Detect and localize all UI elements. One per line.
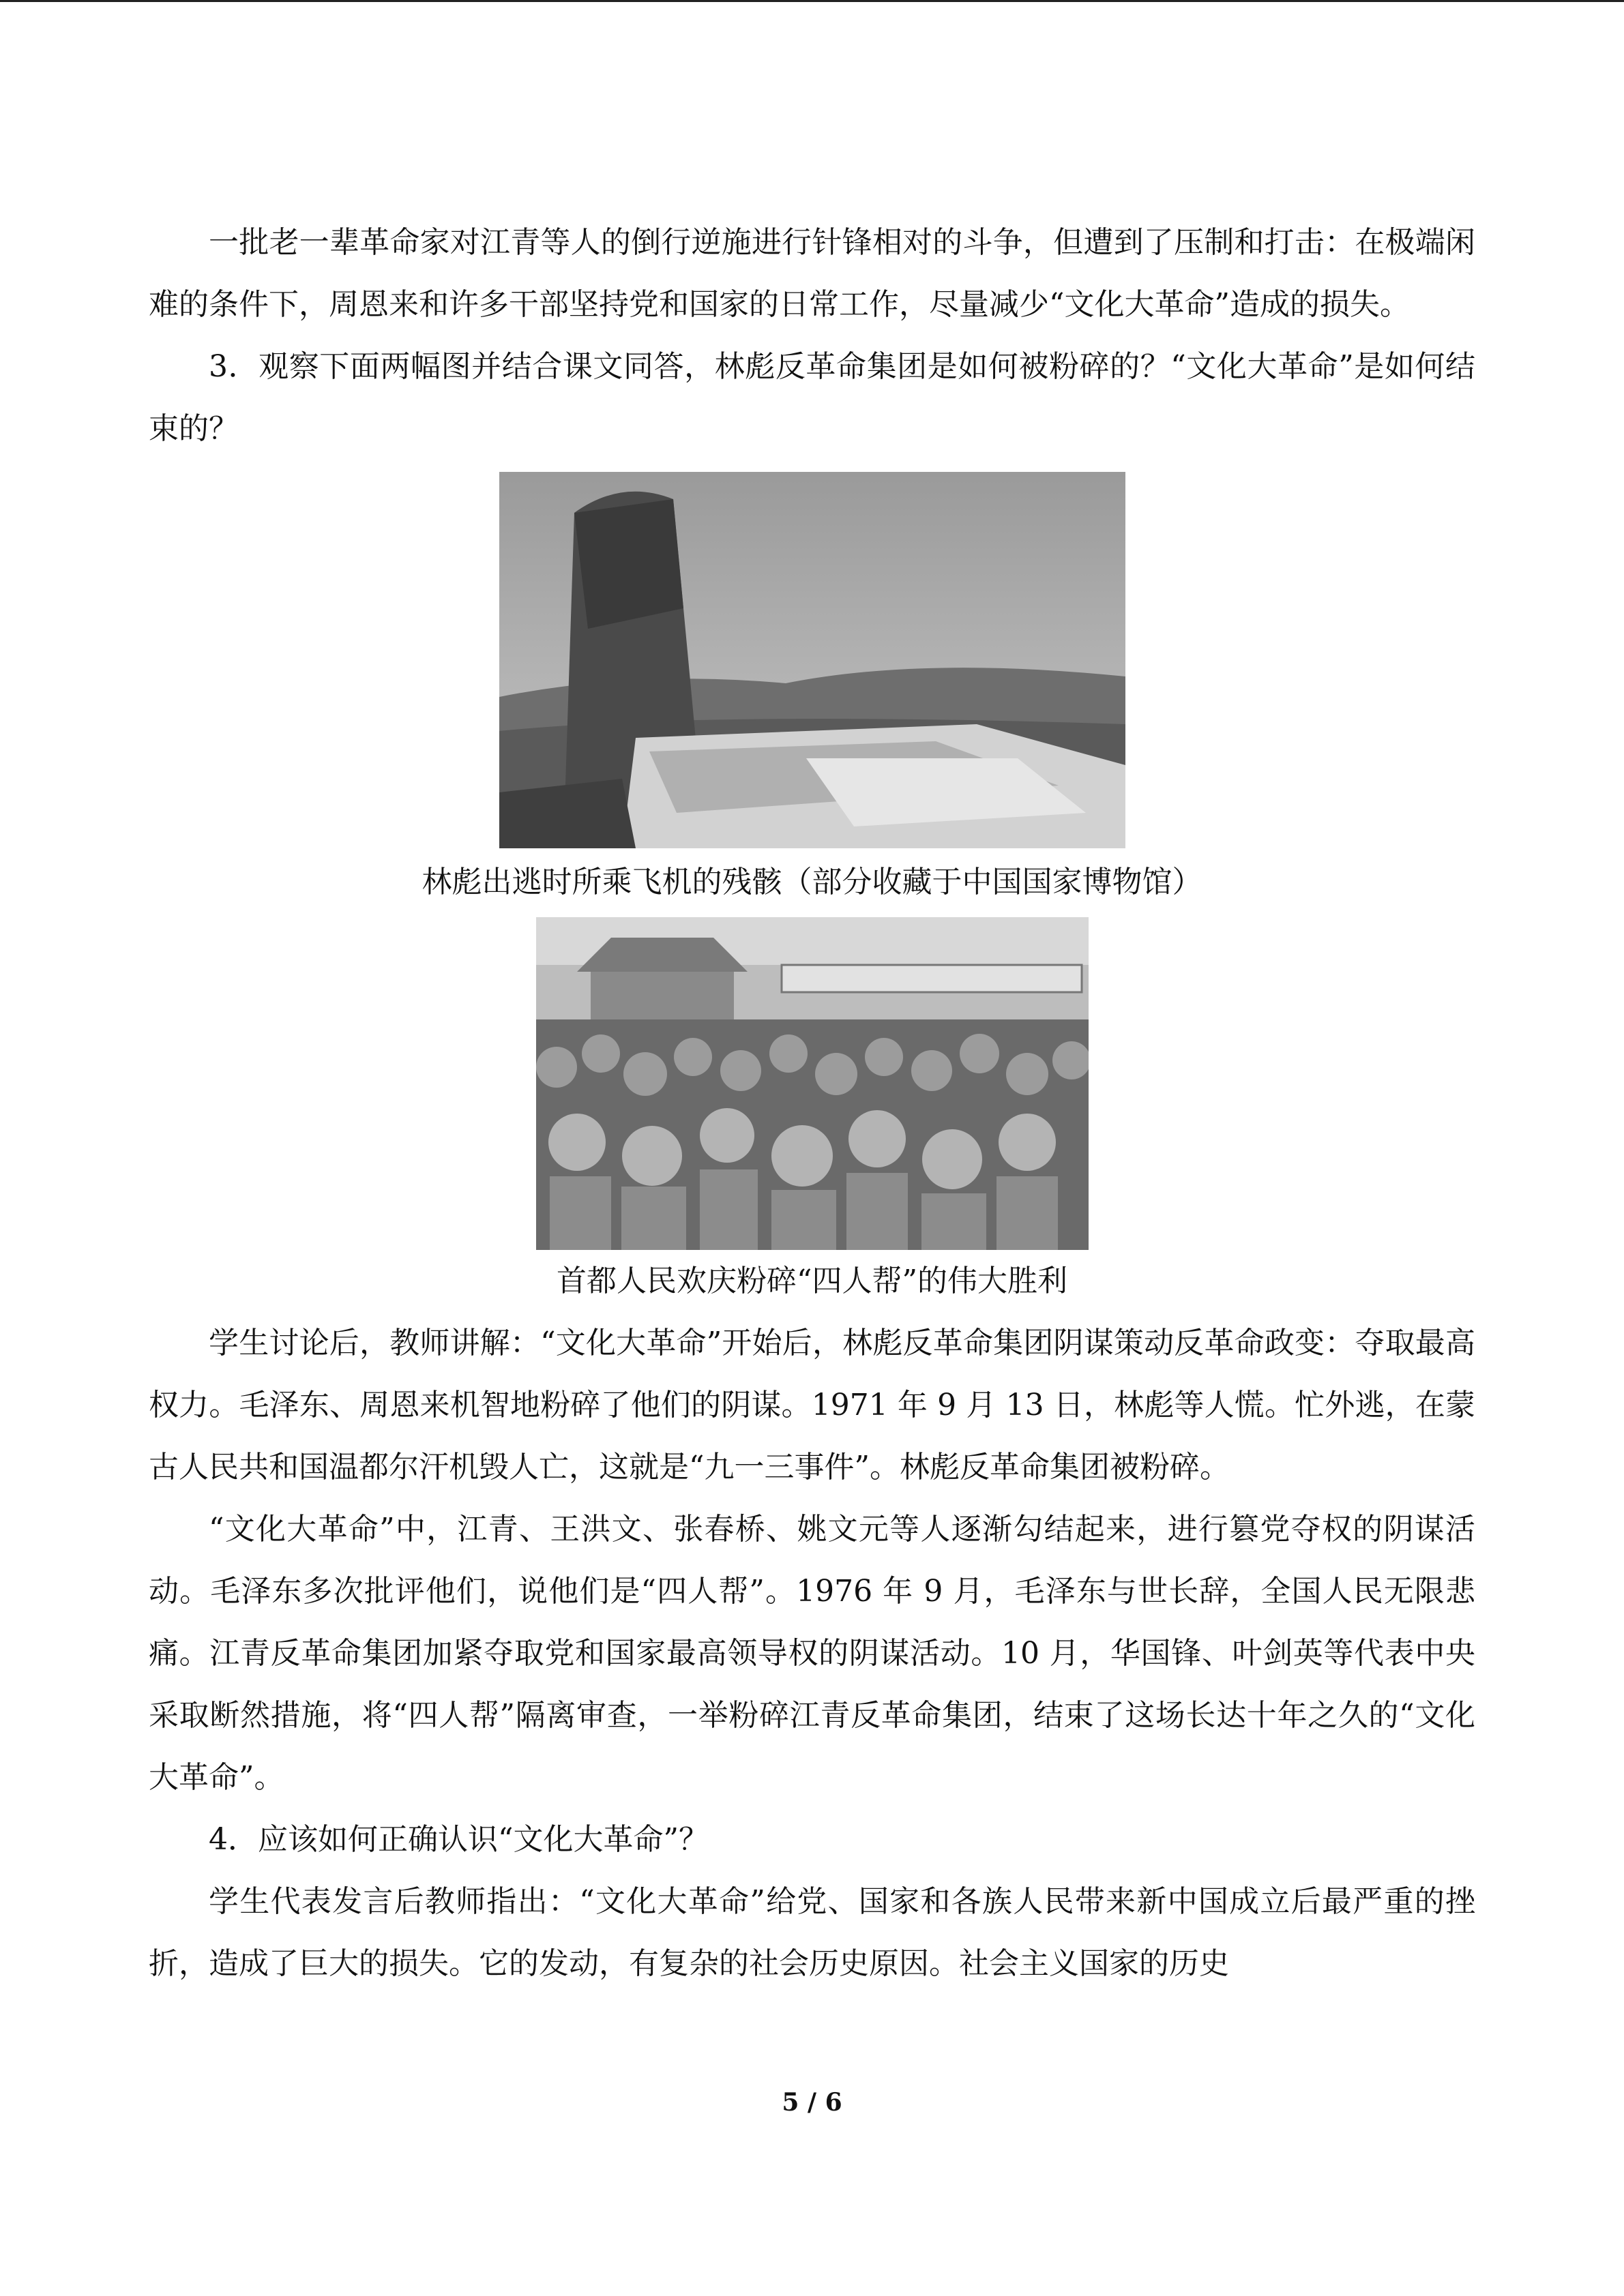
document-body [149, 211, 1475, 1995]
question-3: 3．观察下面两幅图并结合课文同答，林彪反革命集团是如何被粉碎的？“文化大革命”是如何结束的？ [149, 349, 1475, 446]
plane-wreckage-illustration [499, 472, 1125, 848]
celebration-crowd-illustration [536, 917, 1089, 1250]
celebration-photo [536, 917, 1089, 1250]
top-border-line [0, 0, 1624, 2]
paragraph-3: 学生讨论后，教师讲解：“文化大革命”开始后，林彪反革命集团阴谋策动反革命政变：夺取最高权力。毛泽东、周恩来机智地粉碎了他们的阴谋。1971 年 9 月 13 日，林彪等人慌。忙外逃，在蒙古人民共和国温都尔汗机毁人亡，这就是“九一三事件”。林彪反革命集团被粉碎。 [149, 1326, 1475, 1485]
figure-plane-wreckage [149, 472, 1475, 913]
figure-2-caption: 首都人民欢庆粉碎“四人帮”的伟大胜利 [557, 1264, 1067, 1298]
plane-wreckage-photo [499, 472, 1125, 848]
question-4: 4．应该如何正确认识“文化大革命”？ [209, 1822, 709, 1857]
figure-1-caption: 林彪出逃时所乘飞机的残骸（部分收藏于中国国家博物馆） [422, 865, 1202, 899]
paragraph-1: 一批老一辈革命家对江青等人的倒行逆施进行针锋相对的斗争，但遭到了压制和打击：在极端闲难的条件下，周恩来和许多干部坚持党和国家的日常工作，尽量减少“文化大革命”造成的损失。 [149, 225, 1475, 322]
paragraph-4: “文化大革命”中，江青、王洪文、张春桥、姚文元等人逐渐勾结起来，进行篡党夺权的阴谋活动。毛泽东多次批评他们，说他们是“四人帮”。1976 年 9 月，毛泽东与世长辞，全国人民无限悲痛。江青反革命集团加紧夺取党和国家最高领导权的阴谋活动。10 月，华国锋、叶剑英等代表中央采取断然措施，将“四人帮”隔离审查，一举粉碎江青反革命集团，结束了这场长达十年之久的“文化大革命”。 [149, 1512, 1475, 1795]
paragraph-6: 学生代表发言后教师指出：“文化大革命”给党、国家和各族人民带来新中国成立后最严重的挫折，造成了巨大的损失。它的发动，有复杂的社会历史原因。社会主义国家的历史 [149, 1884, 1475, 1981]
page-number: 5 / 6 [782, 2088, 842, 2117]
figure-celebration [149, 917, 1475, 1312]
